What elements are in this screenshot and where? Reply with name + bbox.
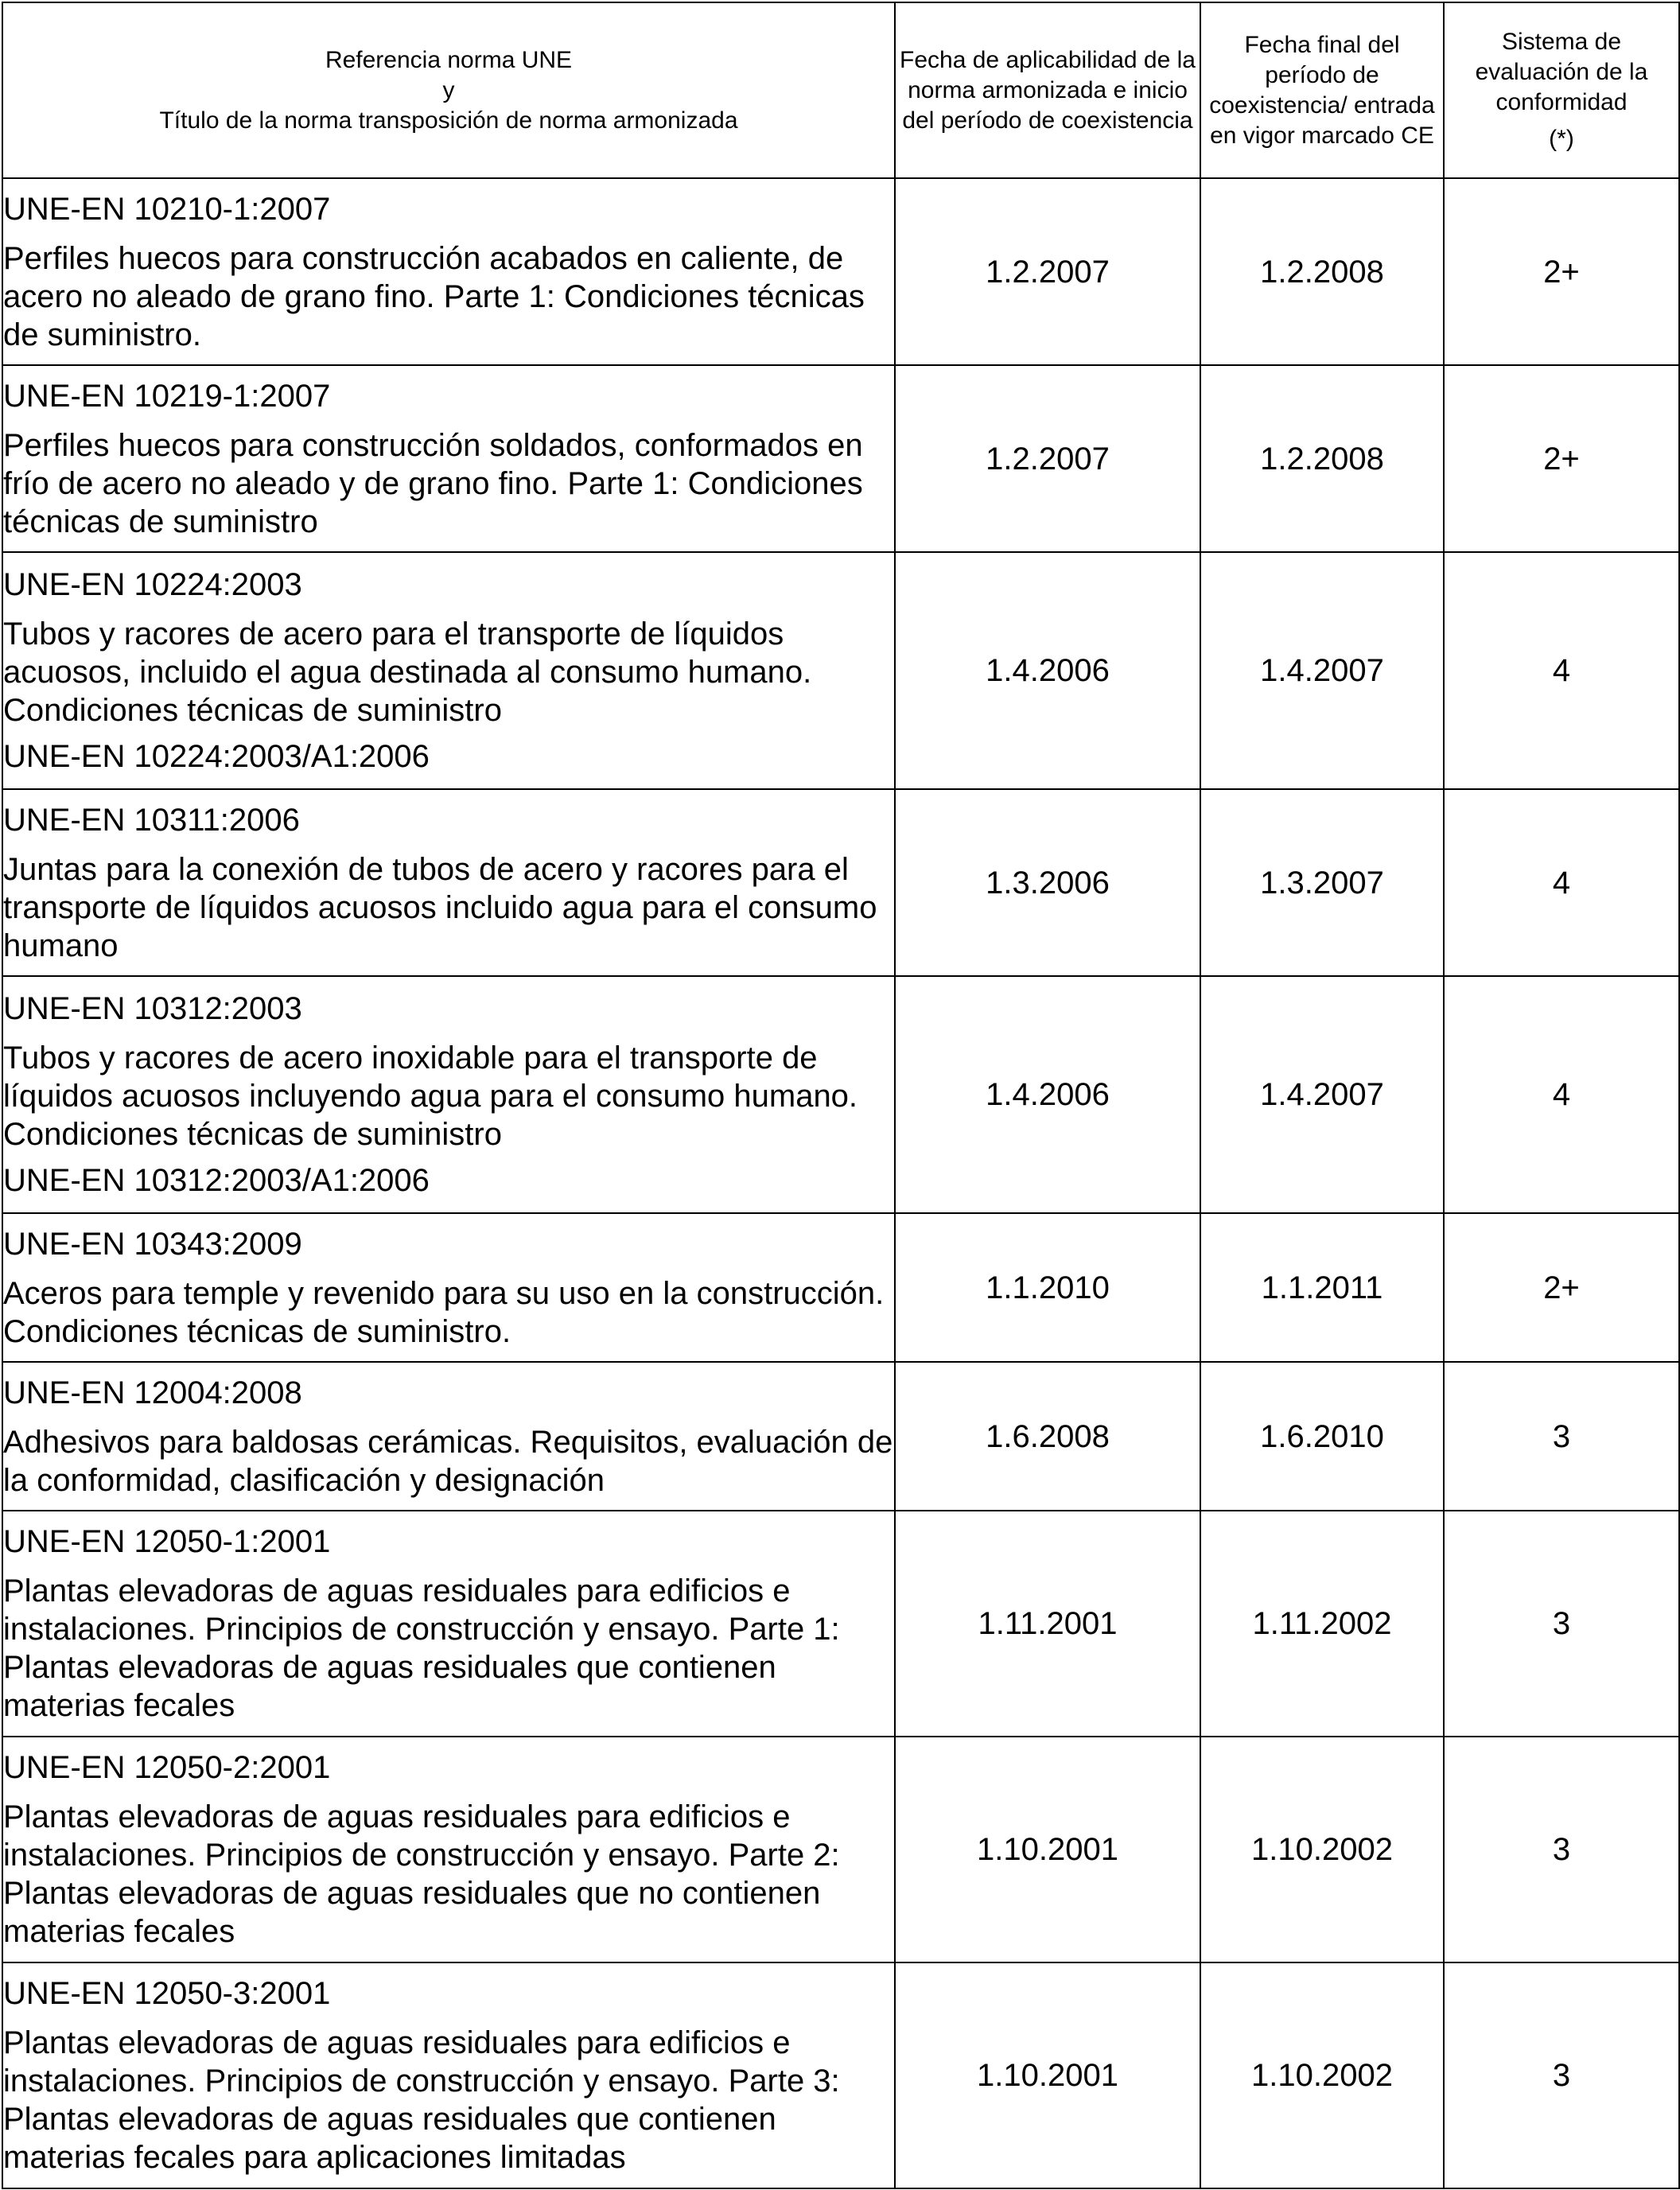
applicability-date-cell: 1.1.2010 bbox=[895, 1213, 1200, 1362]
evaluation-system-cell: 3 bbox=[1444, 1962, 1679, 2188]
norm-title: Juntas para la conexión de tubos de acero y racores para el transporte de líquidos acuosos incluido agua para el consumo humano bbox=[3, 851, 877, 963]
table-row bbox=[2, 1511, 1679, 1737]
evaluation-system-cell: 4 bbox=[1444, 552, 1679, 789]
table-row bbox=[2, 976, 1679, 1213]
end-date-cell: 1.2.2008 bbox=[1200, 178, 1444, 365]
evaluation-system-cell: 2+ bbox=[1444, 178, 1679, 365]
end-date-cell: 1.1.2011 bbox=[1200, 1213, 1444, 1362]
table-body bbox=[2, 178, 1679, 2188]
table-row bbox=[2, 178, 1679, 365]
applicability-date-cell: 1.2.2007 bbox=[895, 178, 1200, 365]
norm-title: Plantas elevadoras de aguas residuales para edificios e instalaciones. Principios de construcción y ensayo. Parte 2: Plantas elevadoras de aguas residuales que no contienen materias fecales bbox=[3, 1799, 840, 1949]
table-row bbox=[2, 1962, 1679, 2188]
norm-title: Tubos y racores de acero inoxidable para el transporte de líquidos acuosos incluyendo agua para el consumo humano. Condiciones técnicas de suministro bbox=[3, 1041, 858, 1152]
applicability-date-cell: 1.4.2006 bbox=[895, 976, 1200, 1213]
norm-title: Aceros para temple y revenido para su uso en la construcción. Condiciones técnicas de suministro. bbox=[3, 1275, 885, 1349]
table-row bbox=[2, 365, 1679, 552]
norm-title: Plantas elevadoras de aguas residuales para edificios e instalaciones. Principios de construcción y ensayo. Parte 1: Plantas elevadoras de aguas residuales que contienen materias fecales bbox=[3, 1573, 840, 1723]
norm-code: UNE-EN 12050-3:2001 bbox=[3, 1976, 331, 2011]
norm-code: UNE-EN 10311:2006 bbox=[3, 802, 300, 838]
header-applicability: Fecha de aplicabilidad de la norma armonizada e inicio del período de coexistencia bbox=[895, 2, 1200, 178]
applicability-date-cell: 1.3.2006 bbox=[895, 789, 1200, 976]
table-row bbox=[2, 789, 1679, 976]
end-date-cell: 1.4.2007 bbox=[1200, 976, 1444, 1213]
applicability-date-cell: 1.10.2001 bbox=[895, 1962, 1200, 2188]
end-date-cell: 1.3.2007 bbox=[1200, 789, 1444, 976]
norm-code: UNE-EN 12050-2:2001 bbox=[3, 1750, 331, 1785]
table-row bbox=[2, 552, 1679, 789]
header-end-date: Fecha final del período de coexistencia/ entrada en vigor marcado CE bbox=[1200, 2, 1444, 178]
end-date-cell: 1.6.2010 bbox=[1200, 1362, 1444, 1511]
end-date-cell: 1.11.2002 bbox=[1200, 1511, 1444, 1737]
end-date-cell: 1.2.2008 bbox=[1200, 365, 1444, 552]
reference-cell bbox=[2, 1511, 895, 1737]
norm-title: Perfiles huecos para construcción soldados, conformados en frío de acero no aleado y de grano fino. Parte 1: Condiciones técnicas de suministro bbox=[3, 427, 863, 539]
norm-title: Adhesivos para baldosas cerámicas. Requisitos, evaluación de la conformidad, clasificación y designación bbox=[3, 1424, 893, 1498]
norm-amendment: UNE-EN 10224:2003/A1:2006 bbox=[3, 739, 430, 774]
header-reference-line-3: Título de la norma transposición de norma armonizada bbox=[159, 107, 738, 134]
reference-cell bbox=[2, 1213, 895, 1362]
evaluation-system-cell: 2+ bbox=[1444, 1213, 1679, 1362]
applicability-date-cell: 1.10.2001 bbox=[895, 1737, 1200, 1962]
applicability-date-cell: 1.6.2008 bbox=[895, 1362, 1200, 1511]
norm-title: Perfiles huecos para construcción acabados en caliente, de acero no aleado de grano fino. Parte 1: Condiciones técnicas de suministro. bbox=[3, 240, 865, 352]
applicability-date-cell: 1.2.2007 bbox=[895, 365, 1200, 552]
norm-code: UNE-EN 10343:2009 bbox=[3, 1226, 302, 1262]
reference-cell bbox=[2, 1362, 895, 1511]
evaluation-system-cell: 4 bbox=[1444, 789, 1679, 976]
header-row bbox=[2, 2, 1679, 178]
table-row bbox=[2, 1213, 1679, 1362]
reference-cell bbox=[2, 1737, 895, 1962]
end-date-cell: 1.4.2007 bbox=[1200, 552, 1444, 789]
norm-title: Plantas elevadoras de aguas residuales para edificios e instalaciones. Principios de construcción y ensayo. Parte 3: Plantas elevadoras de aguas residuales que contienen materias fecales para aplicaciones limitadas bbox=[3, 2025, 840, 2175]
norm-title: Tubos y racores de acero para el transporte de líquidos acuosos, incluido el agua destinada al consumo humano. Condiciones técnicas de suministro bbox=[3, 617, 812, 728]
norms-table bbox=[2, 2, 1680, 2189]
header-system bbox=[1444, 2, 1679, 178]
end-date-cell: 1.10.2002 bbox=[1200, 1962, 1444, 2188]
norm-code: UNE-EN 12004:2008 bbox=[3, 1375, 302, 1410]
table-row bbox=[2, 1362, 1679, 1511]
table-row bbox=[2, 1737, 1679, 1962]
header-reference bbox=[2, 2, 895, 178]
evaluation-system-cell: 3 bbox=[1444, 1737, 1679, 1962]
reference-cell bbox=[2, 365, 895, 552]
evaluation-system-cell: 3 bbox=[1444, 1511, 1679, 1737]
norm-code: UNE-EN 10210-1:2007 bbox=[3, 191, 331, 227]
header-reference-line-1: Referencia norma UNE bbox=[325, 46, 573, 73]
norm-code: UNE-EN 10219-1:2007 bbox=[3, 378, 331, 414]
evaluation-system-cell: 2+ bbox=[1444, 365, 1679, 552]
reference-cell bbox=[2, 178, 895, 365]
applicability-date-cell: 1.4.2006 bbox=[895, 552, 1200, 789]
evaluation-system-cell: 3 bbox=[1444, 1362, 1679, 1511]
reference-cell bbox=[2, 976, 895, 1213]
header-reference-line-2: y bbox=[442, 76, 455, 103]
applicability-date-cell: 1.11.2001 bbox=[895, 1511, 1200, 1737]
norm-amendment: UNE-EN 10312:2003/A1:2006 bbox=[3, 1163, 430, 1198]
norm-code: UNE-EN 10224:2003 bbox=[3, 567, 302, 602]
reference-cell bbox=[2, 789, 895, 976]
header-system-note: (*) bbox=[1549, 125, 1574, 152]
norm-code: UNE-EN 12050-1:2001 bbox=[3, 1524, 331, 1559]
end-date-cell: 1.10.2002 bbox=[1200, 1737, 1444, 1962]
header-system-label: Sistema de evaluación de la conformidad bbox=[1475, 28, 1648, 115]
reference-cell bbox=[2, 552, 895, 789]
reference-cell bbox=[2, 1962, 895, 2188]
norm-code: UNE-EN 10312:2003 bbox=[3, 991, 302, 1026]
evaluation-system-cell: 4 bbox=[1444, 976, 1679, 1213]
